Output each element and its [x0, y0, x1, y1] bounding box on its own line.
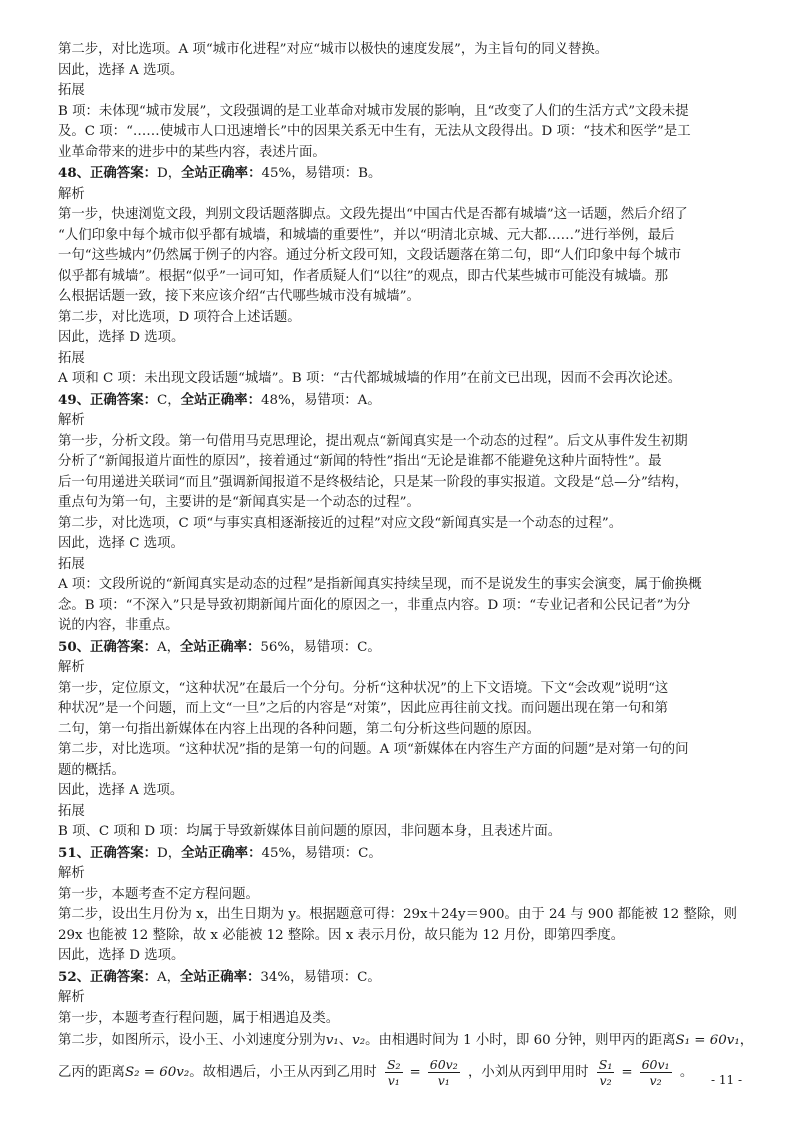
rate-label: 全站正确率：	[180, 638, 261, 655]
question-52-answer-line	[58, 967, 748, 989]
text-line: 第二步，对比选项。A 项“城市化进程”对应“城市以极快的速度发展”，为主旨句的同义替换。	[58, 42, 609, 57]
text-segment: 、	[338, 1033, 353, 1048]
question-51-answer-line	[58, 843, 748, 865]
text-line: 念。B 项：“不深入”只是导致初期新闻片面化的原因之一，非重点内容。D 项：“专业记者和公民记者”为分	[58, 597, 691, 613]
formula-line-2: 乙丙的距离S₂ = 60v₂。故相遇后，小王从丙到乙用时 $\frac{\text{S₂}}{\text{v₁}}$ = $\frac{\text{60v₂}}{\text{v₁}}$ ，小刘从丙到甲用时 $\frac{\text{S₁}}{\text{v₂}}$ = $\frac{\text{60v₁}}{\text{v₂}}$ 。	[58, 1057, 694, 1088]
text-line: 因此，选择 D 选项。	[58, 948, 185, 963]
text-line: 第二步，对比选项，C 项“与事实真相逐渐接近的过程”对应文段“新闻真实是一个动态的过程”。	[58, 515, 623, 531]
text-line: 及。C 项：“……使城市人口迅速增长”中的因果关系无中生有，无法从文段得出。D 项：“技术和医学”是工	[58, 124, 691, 139]
text-line: A 项和 C 项：未出现文段话题“城墙”。B 项：“古代都城城墙的作用”在前文已出现，因而不会再次论述。	[58, 371, 682, 386]
fraction-s1-over-v2: $\frac{\text{S₁}}{\text{v₂}}$	[598, 1057, 613, 1088]
page-number: - 11 -	[710, 1073, 742, 1087]
text-line: 第二步，对比选项。“这种状况”指的是第一句的问题。A 项“新媒体在内容生产方面的问题”是对第一句的问	[58, 742, 689, 757]
math-v1: v₁	[325, 1033, 339, 1048]
rate-value: 45%，易错项：C。	[261, 845, 382, 861]
section-heading-analysis: 解析	[58, 660, 85, 675]
text-line: 第二步，对比选项，D 项符合上述话题。	[58, 309, 301, 325]
answer-value: A，	[156, 969, 181, 985]
text-line: 第一步，定位原文，“这种状况”在最后一个分句。分析“这种状况”的上下文语境。下文“会改观”说明“这	[58, 680, 669, 696]
text-line: 一句“这些城内”仍然属于例子的内容。通过分析文段可知，文段话题落在第二句，即“人们印象中每个城市	[58, 248, 682, 263]
rate-label: 全站正确率：	[181, 844, 262, 861]
document-body	[58, 40, 754, 1093]
text-line: 种状况”是一个问题，而上文“一旦”之后的内容是“对策”，因此应再往前文找。而问题出现在第一句和第	[58, 701, 669, 716]
fraction-60v2-over-v1: $\frac{\text{60v₂}}{\text{v₁}}$	[429, 1057, 458, 1088]
answer-label: 50、正确答案：	[58, 638, 157, 655]
answer-label: 52、正确答案：	[58, 968, 157, 985]
rate-value: 48%，易错项：A。	[260, 392, 381, 408]
text-line: 因此，选择 D 选项。	[58, 330, 185, 345]
question-49-answer-line	[58, 390, 748, 412]
question-48-answer-line	[58, 163, 748, 185]
answer-value: C，	[156, 392, 181, 408]
text-line: B 项：未体现“城市发展”，文段强调的是工业革命对城市发展的影响，且“改变了人们的生活方式”文段未提	[58, 103, 689, 119]
text-segment: 。由相遇时间为 1 小时，即 60 分钟，则甲丙的距离	[365, 1033, 676, 1048]
math-s2-equation: S₂ = 60v₂	[124, 1065, 190, 1080]
math-v2: v₂	[352, 1033, 366, 1048]
section-heading-analysis: 解析	[58, 186, 85, 202]
answer-value: D，	[156, 166, 182, 181]
rate-value: 45%，易错项：B。	[261, 166, 382, 181]
text-line: 因此，选择 C 选项。	[58, 536, 184, 551]
text-segment: 。	[679, 1065, 694, 1080]
answer-label: 51、正确答案：	[58, 844, 157, 861]
text-line: 似乎都有城墙”。根据“似乎”一词可知，作者质疑人们“以往”的观点，即古代某些城市可能没有城墙。那	[58, 268, 669, 284]
text-line: “人们印象中每个城市似乎都有城墙，和城墙的重要性”，并以“明清北京城、元大都……”进行举例，最后	[58, 227, 675, 243]
text-line: 重点句为第一句，主要讲的是“新闻真实是一个动态的过程”。	[58, 495, 420, 510]
text-segment: ，	[739, 1033, 754, 1048]
text-line: 第一步，分析文段。第一句借用马克思理论，提出观点“新闻真实是一个动态的过程”。后文从事件发生初期	[58, 433, 688, 449]
text-line: A 项：文段所说的“新闻真实是动态的过程”是指新闻真实持续呈现，而不是说发生的事实会演变，属于偷换概	[58, 577, 702, 592]
text-line: 二句，第一句指出新媒体在内容上出现的各种问题，第二句分析这些问题的原因。	[58, 721, 541, 737]
text-line: 第一步，本题考查不定方程问题。	[58, 886, 259, 902]
text-line: 题的概括。	[58, 762, 125, 778]
answer-label: 49、正确答案：	[58, 391, 157, 408]
formula-line-1	[58, 1029, 754, 1053]
text-line: 业革命带来的进步中的某些内容，表述片面。	[58, 144, 326, 160]
section-heading-analysis: 解析	[58, 990, 85, 1005]
text-line: 说的内容，非重点。	[58, 618, 179, 633]
text-line: 分析了“新闻报道片面性的原因”，接着通过“新闻的特性”指出“无论是谁都不能避免这种片面特性”。最	[58, 454, 662, 469]
text-line: 后一句用递进关联词“而且”强调新闻报道不是终极结论，只是某一阶段的事实报道。文段是“总—分”结构，	[58, 474, 688, 490]
answer-value: D，	[156, 845, 182, 861]
text-line: 29x 也能被 12 整除，故 x 必能被 12 整除。因 x 表示月份，故只能为 12 月份，即第四季度。	[58, 927, 625, 943]
text-line: 因此，选择 A 选项。	[58, 62, 184, 78]
text-line: 么根据话题一致，接下来应该介绍“古代哪些城市没有城墙”。	[58, 289, 420, 304]
text-segment: ，小刘从丙到甲用时	[468, 1065, 589, 1080]
text-segment: 乙丙的距离	[58, 1065, 125, 1080]
question-50-answer-line	[58, 637, 748, 659]
text-line: 因此，选择 A 选项。	[58, 783, 184, 798]
rate-label: 全站正确率：	[180, 968, 261, 985]
answer-value: A，	[156, 639, 181, 655]
section-heading-analysis: 解析	[58, 866, 85, 881]
rate-label: 全站正确率：	[181, 165, 262, 181]
text-line: B 项、C 项和 D 项：均属于导致新媒体目前问题的原因，非问题本身，且表述片面。	[58, 824, 562, 839]
text-segment: 。故相遇后，小王从丙到乙用时	[189, 1065, 377, 1080]
section-heading-expand: 拓展	[58, 350, 85, 366]
text-line: 第二步，设出生月份为 x，出生日期为 y。根据题意可得：29x＋24y＝900。由于 24 与 900 都能被 12 整除，则	[58, 907, 738, 922]
section-heading-expand: 拓展	[58, 83, 85, 98]
answer-label: 48、正确答案：	[58, 165, 157, 181]
text-line: 第一步，快速浏览文段，判别文段话题落脚点。文段先提出“中国古代是否都有城墙”这一话题，然后介绍了	[58, 207, 688, 222]
section-heading-analysis: 解析	[58, 413, 85, 428]
section-heading-expand: 拓展	[58, 556, 85, 572]
text-line: 第一步，本题考查行程问题，属于相遇追及类。	[58, 1010, 340, 1026]
text-segment: 第二步，如图所示，设小王、小刘速度分别为	[58, 1033, 326, 1048]
section-heading-expand: 拓展	[58, 803, 85, 819]
rate-value: 34%，易错项：C。	[260, 969, 381, 985]
rate-value: 56%，易错项：C。	[260, 639, 381, 655]
fraction-60v1-over-v2: $\frac{\text{60v₁}}{\text{v₂}}$	[641, 1057, 670, 1088]
math-s1-equation: S₁ = 60v₁	[675, 1033, 740, 1048]
rate-label: 全站正确率：	[180, 391, 261, 408]
fraction-s2-over-v1: $\frac{\text{S₂}}{\text{v₁}}$	[386, 1057, 401, 1088]
